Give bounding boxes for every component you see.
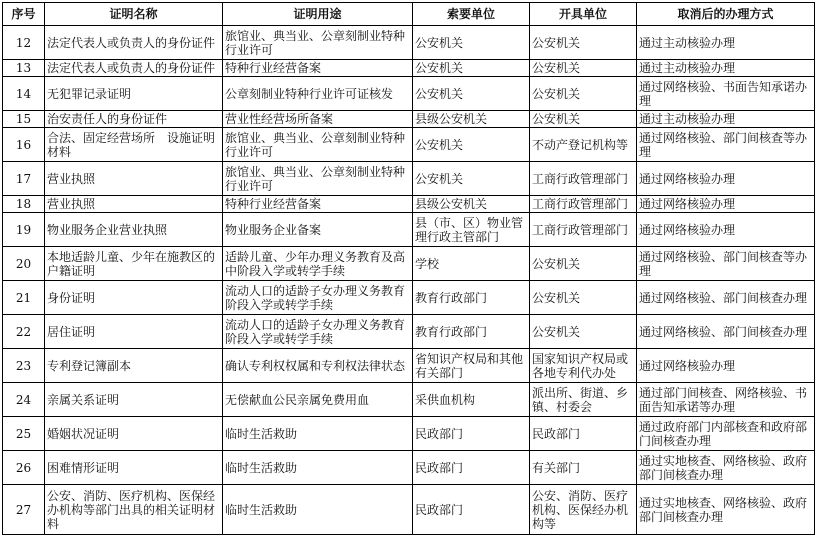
- table-row: [3, 315, 815, 349]
- cell-method: 通过政府部门内部核查和政府部门间核查办理: [637, 417, 815, 451]
- cell-method: 通过网络核验、书面告知承诺办理: [637, 77, 815, 111]
- table-row: [3, 213, 815, 247]
- table-row: [3, 281, 815, 315]
- cell-use: 无偿献血公民亲属免费用血: [223, 383, 413, 417]
- cell-requester: 采供血机构: [413, 383, 530, 417]
- cell-issuer: 公安、消防、医疗机构、医保经办机构等: [530, 485, 637, 535]
- cell-name: 法定代表人或负责人的身份证件: [45, 26, 223, 60]
- table-row: [3, 451, 815, 485]
- cell-no: 14: [3, 77, 45, 111]
- table-row: [3, 26, 815, 60]
- cell-method: 通过网络核验、部门间核查办理: [637, 281, 815, 315]
- cell-name: 亲属关系证明: [45, 383, 223, 417]
- cell-method: 通过实地核查、网络核验、政府部门间核查办理: [637, 485, 815, 535]
- cell-name: 身份证明: [45, 281, 223, 315]
- cell-method: 通过网络核验、部门间核查办理: [637, 315, 815, 349]
- cell-no: 19: [3, 213, 45, 247]
- cell-name: 营业执照: [45, 196, 223, 213]
- table-row: [3, 111, 815, 128]
- cell-no: 13: [3, 60, 45, 77]
- cell-no: 24: [3, 383, 45, 417]
- cell-no: 22: [3, 315, 45, 349]
- cell-name: 无犯罪记录证明: [45, 77, 223, 111]
- header-name: 证明名称: [45, 3, 223, 26]
- cell-requester: 公安机关: [413, 128, 530, 162]
- cell-issuer: 公安机关: [530, 315, 637, 349]
- cell-method: 通过主动核验办理: [637, 26, 815, 60]
- cell-requester: 教育行政部门: [413, 281, 530, 315]
- table-row: [3, 417, 815, 451]
- cell-issuer: 不动产登记机构等: [530, 128, 637, 162]
- cell-requester: 教育行政部门: [413, 315, 530, 349]
- cell-name: 合法、固定经营场所 设施证明材料: [45, 128, 223, 162]
- cell-name: 本地适龄儿童、少年在施教区的户籍证明: [45, 247, 223, 281]
- cell-no: 27: [3, 485, 45, 535]
- cell-issuer: 工商行政管理部门: [530, 162, 637, 196]
- cell-requester: 省知识产权局和其他有关部门: [413, 349, 530, 383]
- header-no: 序号: [3, 3, 45, 26]
- cell-method: 通过网络核验、部门间核查等办理: [637, 247, 815, 281]
- cell-use: 旅馆业、典当业、公章刻制业特种行业许可: [223, 26, 413, 60]
- table-row: [3, 60, 815, 77]
- cell-use: 流动人口的适龄子女办理义务教育阶段入学或转学手续: [223, 315, 413, 349]
- cell-requester: 公安机关: [413, 26, 530, 60]
- cell-method: 通过实地核查、网络核验、政府部门间核查办理: [637, 451, 815, 485]
- cell-requester: 民政部门: [413, 451, 530, 485]
- cell-requester: 学校: [413, 247, 530, 281]
- cell-use: 旅馆业、典当业、公章刻制业特种行业许可: [223, 162, 413, 196]
- cell-method: 通过网络核验办理: [637, 162, 815, 196]
- cell-issuer: 公安机关: [530, 281, 637, 315]
- cell-method: 通过网络核验办理: [637, 349, 815, 383]
- cell-use: 流动人口的适龄子女办理义务教育阶段入学或转学手续: [223, 281, 413, 315]
- header-issuer: 开具单位: [530, 3, 637, 26]
- cell-no: 25: [3, 417, 45, 451]
- cell-issuer: 公安机关: [530, 247, 637, 281]
- cell-no: 23: [3, 349, 45, 383]
- cell-issuer: 公安机关: [530, 26, 637, 60]
- cell-issuer: 派出所、街道、乡镇、村委会: [530, 383, 637, 417]
- cell-no: 17: [3, 162, 45, 196]
- cell-use: 临时生活救助: [223, 417, 413, 451]
- cell-requester: 县（市、区）物业管理行政主管部门: [413, 213, 530, 247]
- cell-issuer: 公安机关: [530, 111, 637, 128]
- header-requester: 索要单位: [413, 3, 530, 26]
- table-row: [3, 128, 815, 162]
- cell-issuer: 公安机关: [530, 60, 637, 77]
- table-row: [3, 77, 815, 111]
- cell-issuer: 公安机关: [530, 77, 637, 111]
- cell-use: 特种行业经营备案: [223, 60, 413, 77]
- cell-method: 通过网络核验办理: [637, 213, 815, 247]
- cell-requester: 公安机关: [413, 162, 530, 196]
- cell-method: 通过网络核验、部门间核查等办理: [637, 128, 815, 162]
- cell-requester: 民政部门: [413, 485, 530, 535]
- cell-name: 居住证明: [45, 315, 223, 349]
- table-row: [3, 247, 815, 281]
- cell-name: 营业执照: [45, 162, 223, 196]
- cell-no: 20: [3, 247, 45, 281]
- table-row: [3, 383, 815, 417]
- table-row: [3, 485, 815, 535]
- cell-no: 21: [3, 281, 45, 315]
- cell-issuer: 工商行政管理部门: [530, 196, 637, 213]
- cell-no: 12: [3, 26, 45, 60]
- cell-issuer: 工商行政管理部门: [530, 213, 637, 247]
- cell-use: 临时生活救助: [223, 485, 413, 535]
- cell-name: 物业服务企业营业执照: [45, 213, 223, 247]
- cell-requester: 公安机关: [413, 77, 530, 111]
- cell-no: 16: [3, 128, 45, 162]
- cell-use: 确认专利权权属和专利权法律状态: [223, 349, 413, 383]
- cell-name: 婚姻状况证明: [45, 417, 223, 451]
- cell-requester: 民政部门: [413, 417, 530, 451]
- header-use: 证明用途: [223, 3, 413, 26]
- cell-no: 18: [3, 196, 45, 213]
- cell-use: 适龄儿童、少年办理义务教育及高中阶段入学或转学手续: [223, 247, 413, 281]
- cell-use: 旅馆业、典当业、公章刻制业特种行业许可: [223, 128, 413, 162]
- cell-name: 法定代表人或负责人的身份证件: [45, 60, 223, 77]
- cell-requester: 县级公安机关: [413, 111, 530, 128]
- cell-issuer: 民政部门: [530, 417, 637, 451]
- table-header-row: [3, 3, 815, 26]
- cell-use: 特种行业经营备案: [223, 196, 413, 213]
- table-row: [3, 162, 815, 196]
- certificate-table: [2, 2, 815, 535]
- cell-method: 通过主动核验办理: [637, 60, 815, 77]
- cell-method: 通过网络核验办理: [637, 196, 815, 213]
- cell-use: 物业服务企业备案: [223, 213, 413, 247]
- cell-no: 15: [3, 111, 45, 128]
- cell-method: 通过部门间核查、网络核验、书面告知承诺等办理: [637, 383, 815, 417]
- cell-method: 通过主动核验办理: [637, 111, 815, 128]
- cell-name: 治安责任人的身份证件: [45, 111, 223, 128]
- cell-name: 公安、消防、医疗机构、医保经办机构等部门出具的相关证明材料: [45, 485, 223, 535]
- cell-requester: 县级公安机关: [413, 196, 530, 213]
- table-row: [3, 196, 815, 213]
- cell-issuer: 有关部门: [530, 451, 637, 485]
- cell-use: 临时生活救助: [223, 451, 413, 485]
- cell-name: 困难情形证明: [45, 451, 223, 485]
- table-row: [3, 349, 815, 383]
- cell-use: 公章刻制业特种行业许可证核发: [223, 77, 413, 111]
- cell-requester: 公安机关: [413, 60, 530, 77]
- cell-issuer: 国家知识产权局或各地专利代办处: [530, 349, 637, 383]
- cell-use: 营业性经营场所备案: [223, 111, 413, 128]
- cell-no: 26: [3, 451, 45, 485]
- header-method: 取消后的办理方式: [637, 3, 815, 26]
- cell-name: 专利登记簿副本: [45, 349, 223, 383]
